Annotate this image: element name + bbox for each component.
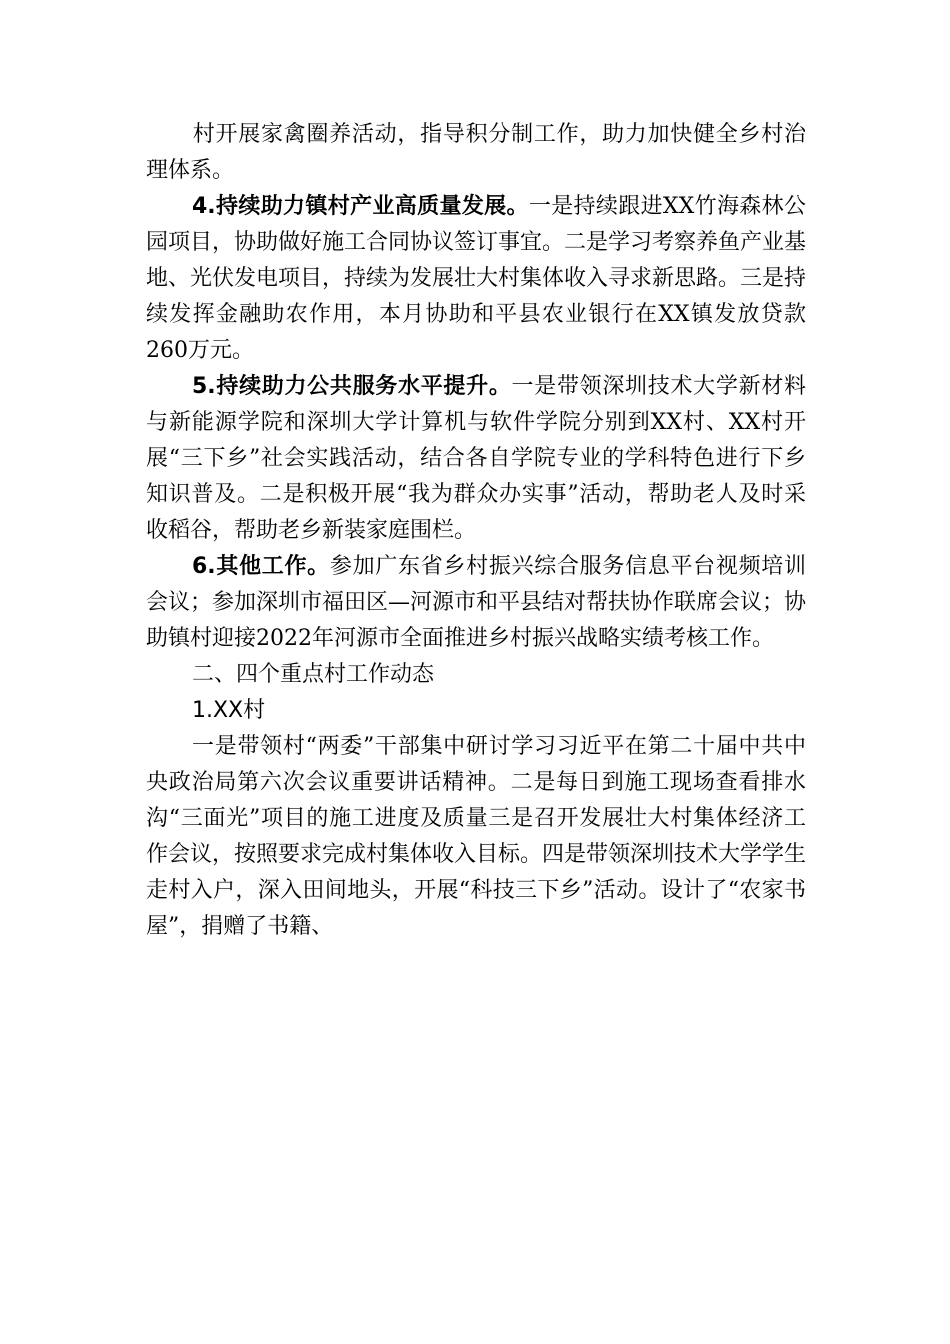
paragraph-continuation [146,117,806,189]
paragraph-item-5 [146,369,806,549]
paragraph-item-6 [146,549,806,657]
item-5-title: 5.持续助力公共服务水平提升。 [192,374,512,399]
village-1-heading: 1.XX村 [192,698,266,723]
item-4-body: 一是持续跟进XX竹海森林公园项目，协助做好施工合同协议签订事宜。二是学习考察养鱼产业基地、光伏发电项目，持续为发展壮大村集体收入寻求新思路。三是持续发挥金融助农作用，本月协助和平县农业银行在XX镇发放贷款260万元。 [146,194,807,363]
village-1-body: 一是带领村“两委”干部集中研讨学习习近平在第二十届中共中央政治局第六次会议重要讲话精神。二是每日到施工现场查看排水沟“三面光”项目的施工进度及质量三是召开发展壮大村集体经济工作会议，按照要求完成村集体收入目标。四是带领深圳技术大学学生走村入户，深入田间地头，开展“科技三下乡”活动。设计了“农家书屋”，捐赠了书籍、 [146,734,807,939]
document-page [146,117,806,945]
paragraph-item-4 [146,189,806,369]
item-6-title: 6.其他工作。 [192,554,330,579]
item-4-title: 4.持续助力镇村产业高质量发展。 [192,194,529,219]
item-6-body: 参加广东省乡村振兴综合服务信息平台视频培训会议；参加深圳市福田区—河源市和平县结对帮扶协作联席会议；协助镇村迎接2022年河源市全面推进乡村振兴战略实绩考核工作。 [146,554,807,651]
section-2-heading: 二、四个重点村工作动态 [192,662,435,687]
continuation-text: 村开展家禽圈养活动，指导积分制工作，助力加快健全乡村治理体系。 [146,122,806,183]
item-5-body: 一是带领深圳技术大学新材料与新能源学院和深圳大学计算机与软件学院分别到XX村、XX村开展“三下乡”社会实践活动，结合各自学院专业的学科特色进行下乡知识普及。二是积极开展“我为群众办实事”活动，帮助老人及时采收稻谷，帮助老乡新装家庭围栏。 [146,374,806,543]
